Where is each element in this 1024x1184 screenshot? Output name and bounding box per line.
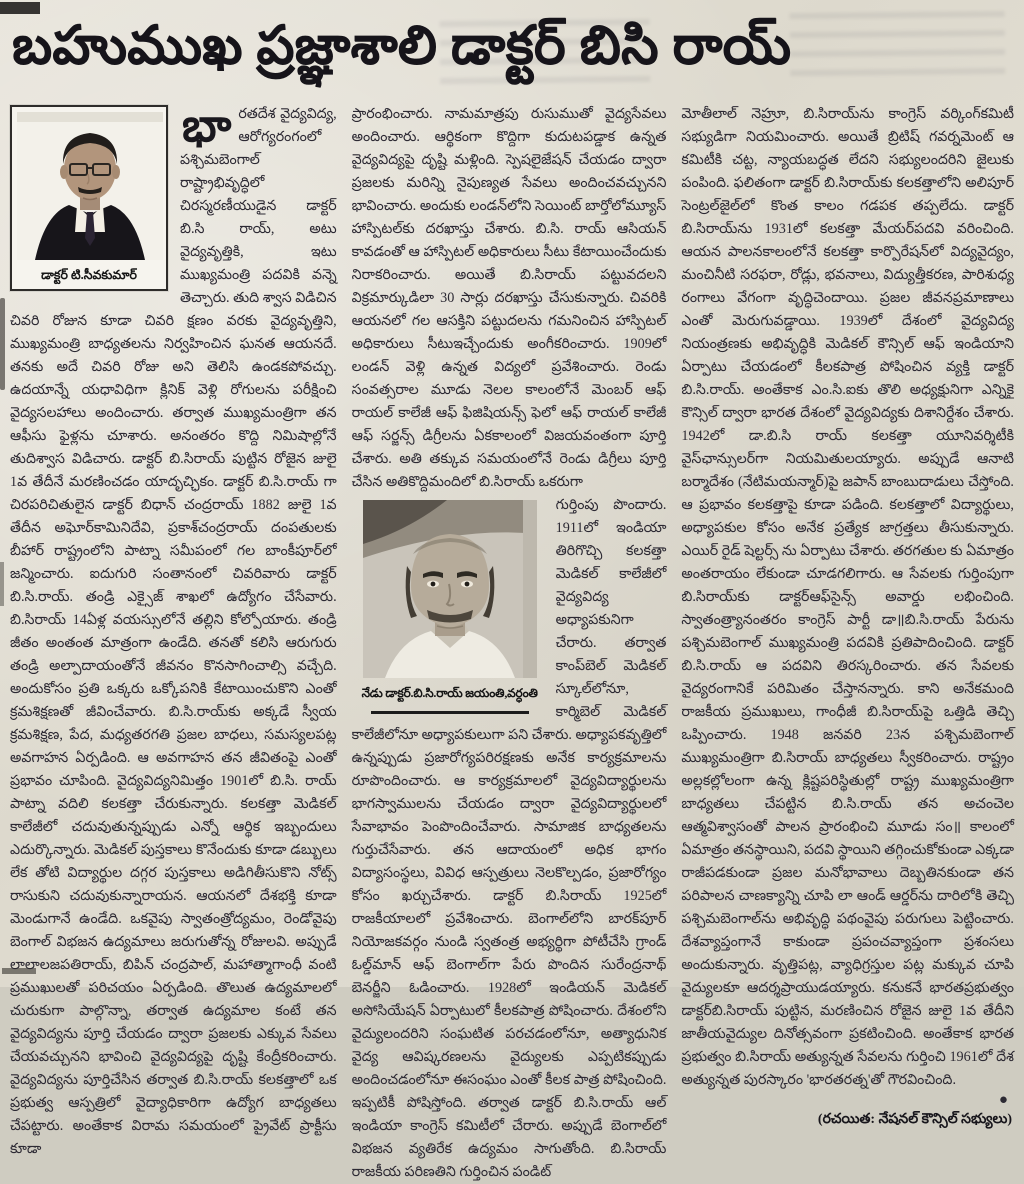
page-title: బహుముఖ ప్రజ్ఞాశాలి డాక్టర్ బిసి రాయ్ bbox=[12, 17, 792, 75]
column-3-paragraph: మోతీలాల్ నెహ్రూ, బి.సిరాయ్‌ను కాంగ్రెస్ వర్కింగ్‌కమిటీ సభ్యుడిగా నియమించారు. అయితే బ్రిటిష్ గవర్నమెంట్ ఆ కమిటీకి చట్ట, న్యాయబద్ధత లేదని సభ్యులందరిని జైలుకు పంపింది. ఫలితంగా డాక్టర్ బి.సిరాయ్‌కు కలకత్తాలోని అలిపూర్ సెంట్రల్‌జైల్‌లో కొంత కాలం గడపక తప్పలేదు. డాక్టర్ బి.సిరాయ్‌ను 1931లో కలకత్తా మేయర్‌పదవి వరించింది. ఆయన పాలనకాలంలోనే కలకత్తా కార్పొరేషన్‌లో విద్యవైద్యం, మంచినీటి సరఫరా, రోడ్లు, భవనాలు, విద్యుత్తీకరణ, పారిశుధ్య రంగాలు వేగంగా వృద్ధిచెందాయి. ప్రజల జీవనప్రమాణాలు ఎంతో మెరుగువడ్డాయి. 1939లో దేశంలో వైద్యవిద్య నియంత్రణకు అభివృద్ధికి మెడికల్ కౌన్సిల్ ఆఫ్ ఇండియాని ఏర్పాటు చేయడంలో కీలకపాత్ర పోషించిన వ్యక్తి డాక్టర్ బి.సి.రాయ్. అంతేకాక ఎం.సి.ఐకు తొలి అధ్యక్షునిగా ఎన్నికై కౌన్సిల్ ద్వారా భారత దేశంలో వైద్యవిద్యకు దిశానిర్దేశం చేశారు. 1942లో డా.బి.సి రాయ్ కలకత్తా యూనివర్శిటీకి వైస్‌ఛాన్సులర్‌గా నియమితులయ్యారు. అప్పుడే ఆనాటి బర్మాదేశం (నేటిమయన్మార్)పై జపాన్ బాంబుదాడులు చేస్తోంది. ఆ ప్రభావం కలకత్తాపై కూడా పడింది. కలకత్తాలో విద్యార్థులు, అధ్యాపకుల కోసం అనేక ప్రత్యేక జాగ్రత్తలు తీసుకున్నారు. ఎయిర్ రైడ్ షెల్టర్స్ ను ఏర్పాటు చేశారు. తరగతుల కు ఏమాత్రం అంతరాయం లేకుండా చూడగలిగారు. ఆ సేవలకు గుర్తింపుగా బి.సిరాయ్‌కు డాక్టర్‌ఆఫ్‌సైన్స్ అవార్డు లభించింది. స్వాతంత్ర్యానంతరం కాంగ్రెస్ పార్టీ డా॥బి.సి.రాయ్ పేరును పశ్చిమబెంగాల్ ముఖ్యమంత్రి పదవికి ప్రతిపాదించింది. డాక్టర్ బి.సి.రాయ్ ఆ పదవిని తిరస్కరించారు. తన సేవలకు వైద్యరంగానికే పరిమితం చేస్తానన్నారు. కాని అనేకమంది రాజకీయ ప్రముఖులు, గాంధీజీ బి.సిరాయ్‌పై ఒత్తిడి తెచ్చి ఒప్పించారు. 1948 జనవరి 23న పశ్చిమబెంగాల్ ముఖ్యమంత్రిగా బి.సిరాయ్ బాధ్యతలు స్వీకరించారు. రాష్ట్రం అల్లకల్లోలంగా ఉన్న క్లిష్టపరిస్థితుల్లో రాష్ట్ర ముఖ్యమంత్రిగా బాధ్యతలు చేపట్టిన బి.సి.రాయ్ తన అచంచెల ఆత్మవిశ్వాసంతో పాలన ప్రారంభించి మూడు సం॥ కాలంలో ఏమాత్రం తనస్థాయిని, పదవి స్థాయిని తగ్గించుకోకుండా ఎక్కడా రాజీపడకుండా ప్రజల మనోభావాలు దెబ్బతినకుండా తన పరిపాలన చాణక్యాన్ని చూపి లా ఆండ్ ఆర్డర్‌ను దారిలోకి తెచ్చి పశ్చిమబెంగాల్‌ను అభివృద్ధి పథంవైపు పరుగులు పెట్టించారు. దేశవ్యాప్తంగానే కాకుండా ప్రపంచవ్యాప్తంగా ప్రశంసలు అందుకున్నారు. వృత్తిపట్ల, వ్యాధిగ్రస్తుల పట్ల మక్కువ చూపి వైద్యులకూ ఆదర్శప్రాయుడయ్యారు. కనుకనే భారతప్రభుత్వం డాక్టర్‌బి.సిరాయ్ పుట్టిన, మరణించిన రోజైన జులై 1వ తేదీని జాతీయవైద్యుల దినోత్సవంగా ప్రకటించింది. అంతేకాక భారత ప్రభుత్వం బి.సిరాయ్ అత్యున్నత సేవలను గుర్తించి 1961లో దేశ అత్యున్నత పురస్కారం 'భారతరత్న'తో గౌరవించింది. bbox=[681, 106, 1014, 1088]
column-2 bbox=[352, 103, 667, 1184]
article-body bbox=[0, 93, 1024, 1184]
author-photo bbox=[17, 112, 163, 260]
caption-divider bbox=[371, 711, 529, 714]
column-2-paragraph-2: గుర్తింపు పొందారు. 1911లో ఇండియా తిరిగొచ్చి కలకత్తా మెడికల్ కాలేజీలో వైద్యవిద్య అధ్యాపకునిగా చేరారు. తర్వాత కాంప్‌బెల్ మెడికల్ స్కూల్‌లోనూ, కార్మిబెల్ మెడికల్ కాలేజీలోనూ అధ్యాపకులుగా పని చేశారు. అధ్యాపకవృత్తిలో ఉన్నప్పుడు ప్రజారోగ్యపరిరక్షణకు అనేక కార్యక్రమాలను రూపొందించారు. ఆ కార్యక్రమాలలో వైద్యవిద్యార్థులను భాగస్వాములను చేయడం ద్వారా వైద్యవిద్యార్థులలో సేవాభావం పెంపొందించేవారు. సామాజిక బాధ్యతలను గుర్తుచేసేవారు. తన ఆదాయంలో అధిక భాగం విద్యాసంస్థలు, వివిధ ఆస్పత్రులు నెలకొల్పడం, ప్రజారోగ్యం కోసం ఖర్చుచేశారు. డాక్టర్ బి.సిరాయ్ 1925లో రాజకీయాలలో ప్రవేశించారు. బెంగాల్‌లోని బారక్‌పూర్ నియోజకవర్గం నుండి స్వతంత్ర అభ్యర్థిగా పోటీచేసి గ్రాండ్ ఓల్డ్‌మాన్ ఆఫ్ బెంగాల్‌గా పేరు పొందిన సురేంద్రనాథ్ బెనర్జీని ఓడించారు. 1928లో ఇండియన్ మెడికల్ అసోసియేషన్ ఏర్పాటులో కీలకపాత్ర పోషించారు. దేశంలోని వైద్యులందరిని సంఘటిత పరచడంలోనూ, అత్యాధునిక వైద్య ఆవిష్కరణలను వైద్యులకు ఎప్పటికప్పుడు అందించడంలోనూ ఈసంఘం ఎంతో కీలక పాత్ర పోషించింది. ఇప్పటికీ పోషిస్తోంది. తర్వాత డాక్టర్ బి.సి.రాయ్ ఆల్ ఇండియా కాంగ్రెస్ కమిటీలో చేరారు. అప్పుడే బెంగాల్‌లో విభజన వ్యతిరేక ఉద్యమం సాగుతోంది. బి.సిరాయ్ రాజకీయ పరిణతిని గుర్తించిన పండిట్ bbox=[351, 497, 667, 1180]
author-credit: (రచయిత: నేషనల్ కౌన్సిల్ సభ్యులు) bbox=[817, 1111, 1012, 1127]
bc-roy-photo-frame bbox=[352, 500, 548, 714]
author-photo-frame bbox=[10, 105, 168, 291]
column-3 bbox=[681, 103, 1014, 1184]
column-1-paragraph: రతదేశ వైద్యవిద్య, ఆరోగ్యరంగంలో పశ్చిమబెంగాల్ రాష్ట్రాభివృద్ధిలో చిరస్మరణీయుడైన డాక్టర్ బి.సి రాయ్, అటు వైద్యవృత్తికి, ఇటు ముఖ్యమంత్రి పదవికి వన్నె తెచ్చారు. తుది శ్వాస విడిచిన చివరి రోజున కూడా చివరి క్షణం వరకు వైద్యవృత్తిని, ముఖ్యమంత్రి బాధ్యతలను నిర్వహించిన ఘనత ఆయనదే. తనకు అదే చివరి రోజు అని తెలిసి ఉండకపోవచ్చు. ఉదయాన్నే యధావిధిగా క్లినిక్ వెళ్లి రోగులను పరీక్షించి వైద్యసలహాలు అందించారు. తర్వాత ముఖ్యమంత్రిగా తన ఆఫీసు ఫైళ్లను చూశారు. అనంతరం కొద్ది నిమిషాల్లోనే తుదిశ్వాస విడిచారు. డాక్టర్ బి.సిరాయ్ పుట్టిన రోజైన జులై 1వ తేదీనే మరణించడం యాదృచ్ఛికం. డాక్టర్ బి.సి.రాయ్ గా చిరపరిచితులైన డాక్టర్ బిధాన్ చంద్రరాయ్ 1882 జులై 1వ తేదీన అఘోర్‌కామినిదేవి, ప్రకాశ్‌చంద్రరాయ్ దంపతులకు బీహార్ రాష్ట్రంలోని పాట్నా సమీపంలో గల బాంకీపూర్‌లో జన్మించారు. ఐదుగురి సంతానంలో చివరివారు డాక్టర్ బి.సి.రాయ్. తండ్రి ఎక్సైజ్ శాఖలో ఉద్యోగం చేసేవారు. బి.సిరాయ్ 14ఏళ్ల వయస్సులోనే తల్లిని కోల్పోయారు. తండ్రి జీతం అంతంత మాత్రంగా ఉండేది. తనతో కలిసి ఆరుగురు తండ్రి అల్పాదాయంతోనే జీవనం కొనసాగించాల్సి వచ్చేది. అందుకోసం ప్రతి ఒక్కరు ఒక్కోపనికి కేటాయించుకొని ఎంతో క్రమశిక్షణతో జీవించేవారు. బి.సి.రాయ్‌కు అక్కడే స్వీయ క్రమశిక్షణ, పేద, మధ్యతరగతి ప్రజల బాధలు, సమస్యలపట్ల అవగాహన ఏర్పడింది. ఆ అవగాహన తన జీవితంపై ఎంతో ప్రభావం చూపింది. వైద్యవిద్యనిమిత్తం 1901లో బి.సి. రాయ్ పాట్నా వదిలి కలకత్తా చేరుకున్నారు. కలకత్తా మెడికల్ కాలేజీలో చదువుతున్నప్పుడు ఎన్నో ఆర్థిక ఇబ్బందులు ఎదుర్కొన్నారు. మెడికల్ పుస్తకాలు కొనేందుకు కూడా డబ్బులు లేక తోటి విద్యార్థుల దగ్గర పుస్తకాలు అడిగితీసుకొని నోట్స్ రాసుకుని చదువుకున్నారాయన. ఆయనలో దేశభక్తి కూడా మెండుగానే ఉండేది. ఒకవైపు స్వాతంత్రోద్యమం, రెండోవైపు బెంగాల్ విభజన ఉద్యమాలు జరుగుతోన్న రోజులవి. అప్పుడే లాలాలజపతిరాయ్, బిపిన్ చంద్రపాల్, మహాత్మాగాంధీ వంటి ప్రముఖులతో పరిచయం ఏర్పడింది. తొలుత ఉద్యమాలలో చురుకుగా పాల్గొన్నా, తర్వాత ఉద్యమాల కంటే తన వైద్యవిద్యను పూర్తి చేయడం ద్వారా ప్రజలకు ఎక్కువ సేవలు చేయవచ్చునని భావించి వైద్యవిద్యపై దృష్టి కేంద్రీకరించారు. వైద్యవిద్యను పూర్తిచేసిన తర్వాత బి.సి.రాయ్ కలకత్తాలో ఒక ప్రభుత్వ ఆస్పత్రిలో వైద్యాధికారిగా ఉద్యోగ బాధ్యతలు చేపట్టారు. అంతేకాక విరామ సమయంలో ప్రైవేట్ ప్రాక్టీసు కూడా bbox=[10, 106, 337, 1157]
author-photo-caption: డాక్టర్ టి.సీవకుమార్ bbox=[41, 268, 137, 282]
bc-roy-photo bbox=[363, 500, 537, 678]
column-2-paragraph-1: ప్రారంభించారు. నామమాత్రపు రుసుముతో వైద్యసేవలు అందించారు. ఆర్థికంగా కొద్దిగా కుదుటపడ్డాక ఉన్నత వైద్యవిద్యపై దృష్టి మళ్లింది. స్పెషలైజేషన్ చేయడం ద్వారా ప్రజలకు మరిన్ని నైపుణ్యత సేవలు అందించవచ్చునని భావించారు. అందుకు లండన్‌లోని సెయింట్ బార్తోలోమ్యూస్ హాస్పిటల్‌కు దరఖాస్తు చేశారు. బి.సి. రాయ్ ఆసియన్ కావడంతో ఆ హాస్పిటల్ అధికారులు సీటు కేటాయించేందుకు నిరాకరించారు. అయితే బి.సిరాయ్ పట్టువదలని విక్రమార్కుడిలా 30 సార్లు దరఖాస్తు చేసుకున్నారు. చివరికి ఆయనలో గల ఆసక్తిని పట్టుదలను గమనించిన హాస్పిటల్ అధికారులు సీటుఇచ్చేందుకు అంగీకరించారు. 1909లో లండన్ వెళ్లి ఉన్నత విద్యలో ప్రవేశించారు. రెండు సంవత్సరాల మూడు నెలల కాలంలోనే మెంబర్ ఆఫ్ రాయల్ కాలేజీ ఆఫ్ ఫిజిషియన్స్ ఫెలో ఆఫ్ రాయల్ కాలేజీ ఆఫ్ సర్జన్స్ డిగ్రీలను ఏకకాలంలో విజయవంతంగా పూర్తి చేశారు. అతి తక్కువ సమయంలోనే రెండు డిగ్రీలు పూర్తి చేసిన అతికొద్దిమందిలో బి.సిరాయ్ ఒకరుగా bbox=[351, 106, 667, 490]
drop-cap: భా bbox=[182, 100, 232, 151]
column-1 bbox=[10, 100, 337, 1184]
end-bullet: ● bbox=[998, 1092, 1008, 1108]
bc-roy-photo-caption: నేడు డాక్టర్.బి.సి.రాయ్ జయంతి,వర్ధంతి bbox=[361, 686, 538, 700]
